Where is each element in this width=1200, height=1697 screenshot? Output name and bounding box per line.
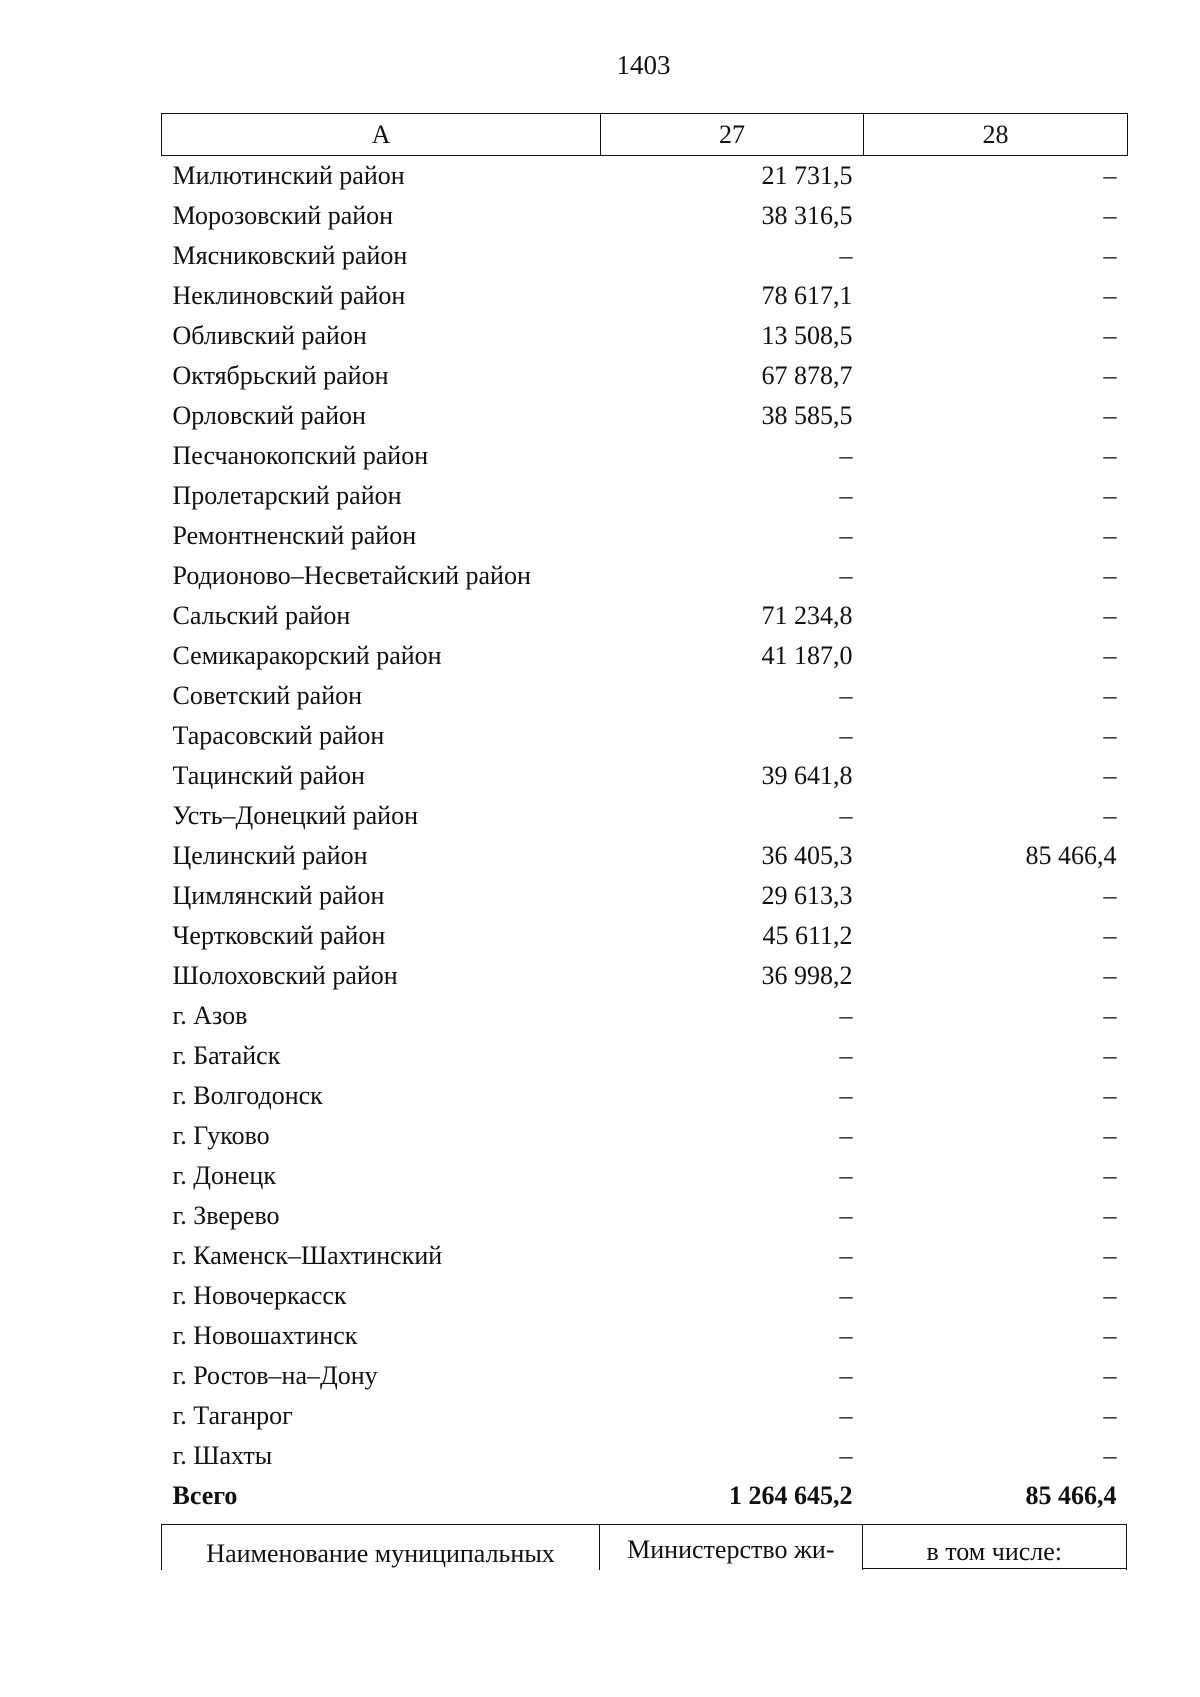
value-col-27: 39 641,8	[761, 761, 853, 790]
value-col-28: –	[1103, 1201, 1117, 1230]
value-col-28: –	[1103, 1161, 1117, 1190]
municipality-name: Неклиновский район	[172, 281, 406, 310]
value-col-28: –	[1103, 881, 1117, 910]
table-row	[162, 1076, 1128, 1116]
header-col-a: А	[162, 114, 601, 156]
municipality-name: Усть–Донецкий район	[172, 801, 418, 830]
table-row	[162, 996, 1128, 1036]
municipality-name: Ремонтненский район	[172, 521, 417, 550]
value-col-27: 71 234,8	[761, 601, 853, 630]
value-col-27: 29 613,3	[761, 881, 853, 910]
municipality-name: г. Новочеркасск	[172, 1281, 347, 1310]
value-col-28: –	[1103, 521, 1117, 550]
value-col-28: –	[1103, 481, 1117, 510]
municipality-name: Цимлянский район	[172, 881, 385, 910]
value-col-27: –	[839, 721, 853, 750]
table-row	[162, 356, 1128, 396]
table-row	[162, 436, 1128, 476]
value-col-27: –	[839, 241, 853, 270]
municipality-name: Чертковский район	[172, 921, 386, 950]
value-col-28: –	[1103, 281, 1117, 310]
municipality-name: Сальский район	[172, 601, 351, 630]
value-col-28: –	[1103, 1241, 1117, 1270]
next-table-header	[161, 1524, 1127, 1570]
value-col-27: –	[839, 1401, 853, 1430]
value-col-28: –	[1103, 761, 1117, 790]
municipality-name: г. Шахты	[172, 1441, 273, 1470]
municipality-name: Родионово–Несветайский район	[172, 561, 531, 590]
municipality-name: Октябрьский район	[172, 361, 389, 390]
value-col-28: –	[1103, 1281, 1117, 1310]
municipality-name: Обливский район	[172, 321, 367, 350]
value-col-28: –	[1103, 201, 1117, 230]
municipality-name: г. Каменск–Шахтинский	[172, 1241, 443, 1270]
value-col-27: –	[839, 1161, 853, 1190]
value-col-28: –	[1103, 361, 1117, 390]
value-col-27: –	[839, 1441, 853, 1470]
table-row	[162, 796, 1128, 836]
header-col-28: 28	[864, 114, 1128, 156]
value-col-27: –	[839, 561, 853, 590]
value-col-28: –	[1103, 1441, 1117, 1470]
value-col-27: 67 878,7	[761, 361, 853, 390]
municipality-name: г. Новошахтинск	[172, 1321, 358, 1350]
municipality-name: г. Ростов–на–Дону	[172, 1361, 378, 1390]
total-col-28: 85 466,4	[1025, 1481, 1117, 1510]
table-row	[162, 476, 1128, 516]
municipality-name: Тацинский район	[172, 761, 365, 790]
table-row	[162, 1236, 1128, 1276]
municipality-name: г. Зверево	[172, 1201, 280, 1230]
table-row	[162, 676, 1128, 716]
municipality-name: Песчанокопский район	[172, 441, 429, 470]
value-col-27: –	[839, 1041, 853, 1070]
value-col-27: –	[839, 1121, 853, 1150]
value-col-28: –	[1103, 1401, 1117, 1430]
total-label: Всего	[172, 1481, 238, 1510]
value-col-27: –	[839, 1001, 853, 1030]
table-row	[162, 556, 1128, 596]
value-col-28: –	[1103, 321, 1117, 350]
value-col-27: 36 405,3	[761, 841, 853, 870]
header-col-27: 27	[601, 114, 864, 156]
table-header-row	[162, 114, 1128, 156]
value-col-27: 38 316,5	[761, 201, 853, 230]
municipality-name: Советский район	[172, 681, 363, 710]
municipality-name: г. Батайск	[172, 1041, 281, 1070]
municipality-name: г. Волгодонск	[172, 1081, 323, 1110]
municipality-name: Морозовский район	[172, 201, 394, 230]
value-col-28: –	[1103, 801, 1117, 830]
table-row	[162, 836, 1128, 876]
table-total-row	[162, 1476, 1128, 1516]
table-row	[162, 276, 1128, 316]
value-col-27: 13 508,5	[761, 321, 853, 350]
value-col-27: –	[839, 1361, 853, 1390]
table-row	[162, 516, 1128, 556]
table-row	[162, 396, 1128, 436]
municipality-name: Пролетарский район	[172, 481, 402, 510]
value-col-27: –	[839, 1281, 853, 1310]
value-col-27: –	[839, 1081, 853, 1110]
municipality-name: Мясниковский район	[172, 241, 408, 270]
table-body	[162, 156, 1128, 1517]
table-row	[162, 1316, 1128, 1356]
table-row	[162, 196, 1128, 236]
value-col-27: –	[839, 481, 853, 510]
table-row	[162, 956, 1128, 996]
value-col-28: 85 466,4	[1025, 841, 1117, 870]
municipality-name: Тарасовский район	[172, 721, 385, 750]
municipality-name: Милютинский район	[172, 161, 405, 190]
value-col-28: –	[1103, 601, 1117, 630]
value-col-28: –	[1103, 681, 1117, 710]
municipality-name: г. Донецк	[172, 1161, 276, 1190]
value-col-28: –	[1103, 161, 1117, 190]
data-table	[161, 113, 1128, 1516]
value-col-27: –	[839, 1321, 853, 1350]
table-row	[162, 756, 1128, 796]
table-row	[162, 1276, 1128, 1316]
municipality-name: Орловский район	[172, 401, 366, 430]
total-col-27: 1 264 645,2	[729, 1481, 853, 1510]
value-col-28: –	[1103, 561, 1117, 590]
table-row	[162, 1436, 1128, 1476]
value-col-28: –	[1103, 1001, 1117, 1030]
value-col-27: –	[839, 1241, 853, 1270]
value-col-27: –	[839, 521, 853, 550]
value-col-28: –	[1103, 241, 1117, 270]
table-row	[162, 1156, 1128, 1196]
municipality-name: г. Азов	[172, 1001, 248, 1030]
value-col-28: –	[1103, 1121, 1117, 1150]
value-col-27: 38 585,5	[761, 401, 853, 430]
value-col-28: –	[1103, 1361, 1117, 1390]
table-row	[162, 236, 1128, 276]
value-col-27: 78 617,1	[761, 281, 853, 310]
value-col-28: –	[1103, 1041, 1117, 1070]
table-row	[162, 316, 1128, 356]
table-row	[162, 916, 1128, 956]
value-col-27: 21 731,5	[761, 161, 853, 190]
table-row	[162, 1396, 1128, 1436]
table-row	[162, 1116, 1128, 1156]
value-col-28: –	[1103, 1081, 1117, 1110]
table-row	[162, 636, 1128, 676]
municipality-name: Целинский район	[172, 841, 368, 870]
value-col-27: –	[839, 1201, 853, 1230]
municipality-name: Шолоховский район	[172, 961, 398, 990]
value-col-28: –	[1103, 641, 1117, 670]
value-col-27: –	[839, 441, 853, 470]
value-col-28: –	[1103, 1321, 1117, 1350]
value-col-27: 36 998,2	[761, 961, 853, 990]
municipality-name: Семикаракорский район	[172, 641, 442, 670]
municipality-name: г. Гуково	[172, 1121, 270, 1150]
value-col-27: 41 187,0	[761, 641, 853, 670]
value-col-27: –	[839, 681, 853, 710]
value-col-28: –	[1103, 921, 1117, 950]
value-col-28: –	[1103, 961, 1117, 990]
municipality-name: г. Таганрог	[172, 1401, 293, 1430]
table-row	[162, 156, 1128, 197]
table-row	[162, 716, 1128, 756]
page-number: 1403	[616, 50, 671, 80]
table-row	[162, 1356, 1128, 1396]
value-col-28: –	[1103, 441, 1117, 470]
table-row	[162, 1196, 1128, 1236]
table-row	[162, 1036, 1128, 1076]
next-header-ministry: Министерство жи-	[600, 1525, 862, 1570]
value-col-28: –	[1103, 401, 1117, 430]
next-header-municipal-name: Наименование муниципальных	[162, 1525, 600, 1570]
value-col-28: –	[1103, 721, 1117, 750]
value-col-27: –	[839, 801, 853, 830]
table-row	[162, 876, 1128, 916]
table-row	[162, 596, 1128, 636]
value-col-27: 45 611,2	[762, 921, 853, 950]
next-header-including: в том числе:	[863, 1525, 1126, 1569]
